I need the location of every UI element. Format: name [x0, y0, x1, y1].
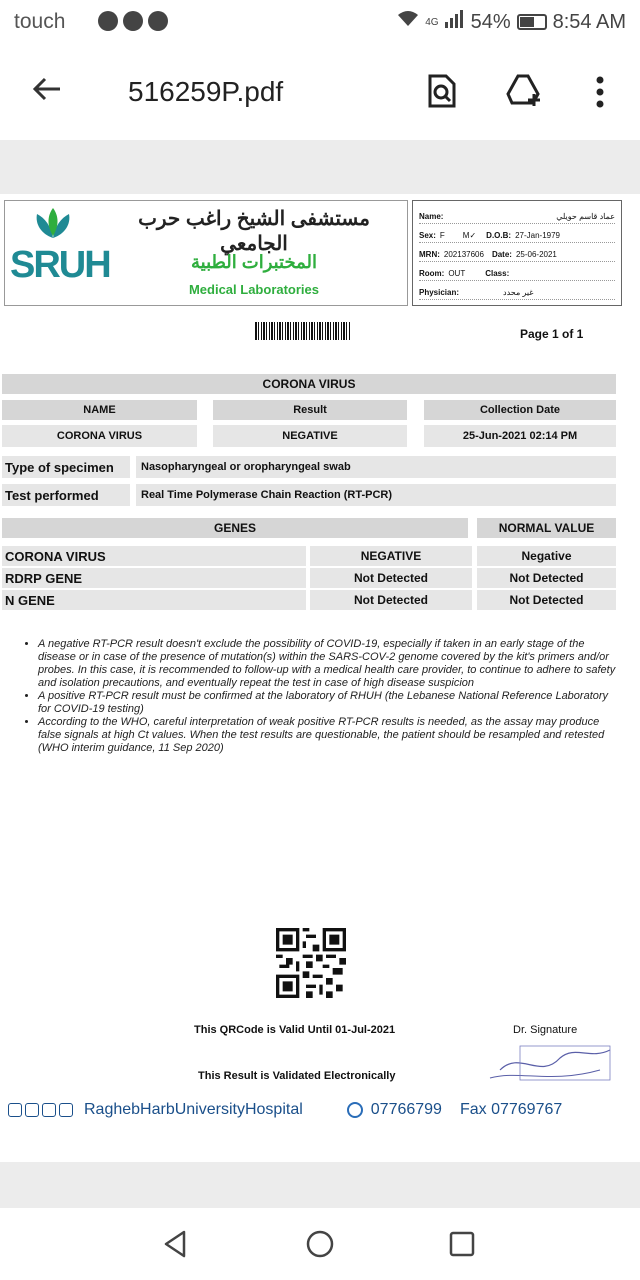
physician-value: غير محدد	[503, 288, 534, 297]
pdf-viewer[interactable]	[0, 140, 640, 1208]
gene-result: NEGATIVE	[310, 546, 472, 566]
network-type: 4G	[425, 16, 439, 28]
date-value: 25-06-2021	[515, 250, 557, 259]
instagram-icon	[25, 1103, 39, 1117]
patient-mrn-row	[419, 243, 615, 262]
pdf-page	[0, 194, 640, 1162]
dob-value: 27-Jan-1979	[515, 231, 560, 240]
battery-percent: 54%	[470, 10, 511, 33]
header-collection-date: Collection Date	[424, 400, 616, 420]
result-collection-date: 25-Jun-2021 02:14 PM	[424, 425, 616, 447]
note-item: • According to the WHO, careful interpretation of weak positive RT-PCR results is needed, as the assay may produce false signals at high Ct values. When the test results are questionable, the patient should be resampled and retested (WHO interim guidance, 11 Sep 2020)	[38, 716, 620, 755]
lab-name-arabic: المختبرات الطبية	[190, 252, 318, 272]
doctor-stamp-signature	[480, 1040, 616, 1088]
specimen-label: Type of specimen	[2, 456, 130, 478]
patient-name: عماد قاسم حويلي	[556, 212, 615, 221]
patient-physician-row	[419, 281, 615, 300]
genes-header: GENES	[2, 518, 468, 538]
result-name: CORONA VIRUS	[2, 425, 197, 447]
mrn-label: MRN:	[419, 250, 440, 259]
twitter-icon	[8, 1103, 22, 1117]
hospital-name-arabic: مستشفى الشيخ راغب حرب الجامعي	[138, 208, 370, 255]
disclaimer-notes	[20, 638, 620, 755]
barcode	[255, 322, 351, 340]
report-footer	[8, 1098, 628, 1122]
patient-name-row	[419, 205, 615, 224]
patient-sex-dob-row	[419, 224, 615, 243]
sex-label: Sex:	[419, 231, 436, 240]
navigation-bar	[0, 1208, 640, 1280]
gene-normal: Not Detected	[477, 568, 616, 588]
result-value: NEGATIVE	[213, 425, 407, 447]
nav-home-icon[interactable]	[304, 1228, 336, 1260]
gene-result: Not Detected	[310, 590, 472, 610]
gene-name: N GENE	[2, 590, 306, 610]
search-document-icon[interactable]	[424, 74, 460, 110]
add-to-drive-icon[interactable]	[506, 74, 542, 110]
notification-icon	[98, 11, 118, 31]
signal-icon	[445, 10, 465, 34]
notification-icons	[98, 11, 168, 31]
status-bar	[0, 0, 640, 44]
back-arrow-icon[interactable]	[30, 72, 70, 112]
wifi-icon	[397, 10, 419, 34]
phone-number: 07766799	[370, 1101, 442, 1118]
name-label: Name:	[419, 212, 444, 221]
facebook-icon	[59, 1103, 73, 1117]
more-options-icon[interactable]	[582, 74, 618, 110]
doctor-signature-label: Dr. Signature	[513, 1024, 578, 1036]
logo-text: SRUH	[10, 244, 110, 286]
nav-recents-icon[interactable]	[446, 1228, 478, 1260]
nav-back-icon[interactable]	[160, 1228, 192, 1260]
social-handle: RaghebHarbUniversityHospital	[84, 1101, 303, 1118]
gene-normal: Not Detected	[477, 590, 616, 610]
battery-icon	[517, 14, 547, 30]
class-label: Class:	[485, 269, 510, 278]
qr-code[interactable]	[276, 928, 346, 998]
app-bar	[0, 44, 640, 140]
sex-f: F	[439, 231, 445, 240]
whatsapp-icon	[347, 1102, 363, 1118]
header-name: NAME	[2, 400, 197, 420]
status-right	[397, 10, 626, 34]
document-title: 516259P.pdf	[128, 76, 284, 107]
specimen-value: Nasopharyngeal or oropharyngeal swab	[136, 456, 616, 478]
leaf-icon	[33, 206, 73, 240]
youtube-icon	[42, 1103, 56, 1117]
test-label: Test performed	[2, 484, 130, 506]
qr-validity-text: This QRCode is Valid Until 01-Jul-2021	[194, 1024, 396, 1036]
gene-normal: Negative	[477, 546, 616, 566]
patient-room-row	[419, 262, 615, 281]
hospital-logo	[8, 204, 110, 300]
room-value: OUT	[448, 269, 466, 278]
note-item: • A negative RT-PCR result doesn't exclude the possibility of COVID-19, especially if taken in an early stage of the disease or in case of the presence of mutation(s) within the SARS-COV-2 genome covered by the kit's primers and/or probes. In this case, it is recommended to follow-up with a medical health care provider, to continue to adhere to safety and isolation precautions, and eventually repeat the test in case of high disease suspicion	[38, 638, 620, 690]
clock: 8:54 AM	[552, 10, 626, 33]
gene-name: CORONA VIRUS	[2, 546, 306, 566]
gene-result: Not Detected	[310, 568, 472, 588]
lab-name-english: Medical Laboratories	[188, 282, 320, 297]
header-result: Result	[213, 400, 407, 420]
fax-number: Fax 07769767	[459, 1101, 563, 1118]
patient-info-box	[412, 200, 622, 306]
validated-text: This Result is Validated Electronically	[198, 1070, 396, 1082]
physician-label: Physician:	[419, 288, 460, 297]
date-label: Date:	[491, 250, 512, 259]
section-title: CORONA VIRUS	[2, 374, 616, 394]
dob-label: D.O.B:	[486, 231, 512, 240]
notification-icon	[148, 11, 168, 31]
notification-icon	[123, 11, 143, 31]
sex-m: M✓	[462, 231, 477, 240]
room-label: Room:	[419, 269, 445, 278]
mrn-value: 202137606	[443, 250, 484, 259]
note-item: • A positive RT-PCR result must be confirmed at the laboratory of RHUH (the Lebanese National Reference Laboratory for COVID-19 testing)	[38, 690, 620, 716]
normal-value-header: NORMAL VALUE	[477, 518, 616, 538]
carrier-label: touch	[14, 10, 66, 33]
gene-name: RDRP GENE	[2, 568, 306, 588]
test-value: Real Time Polymerase Chain Reaction (RT-PCR)	[136, 484, 616, 506]
page-indicator: Page 1 of 1	[520, 327, 584, 341]
